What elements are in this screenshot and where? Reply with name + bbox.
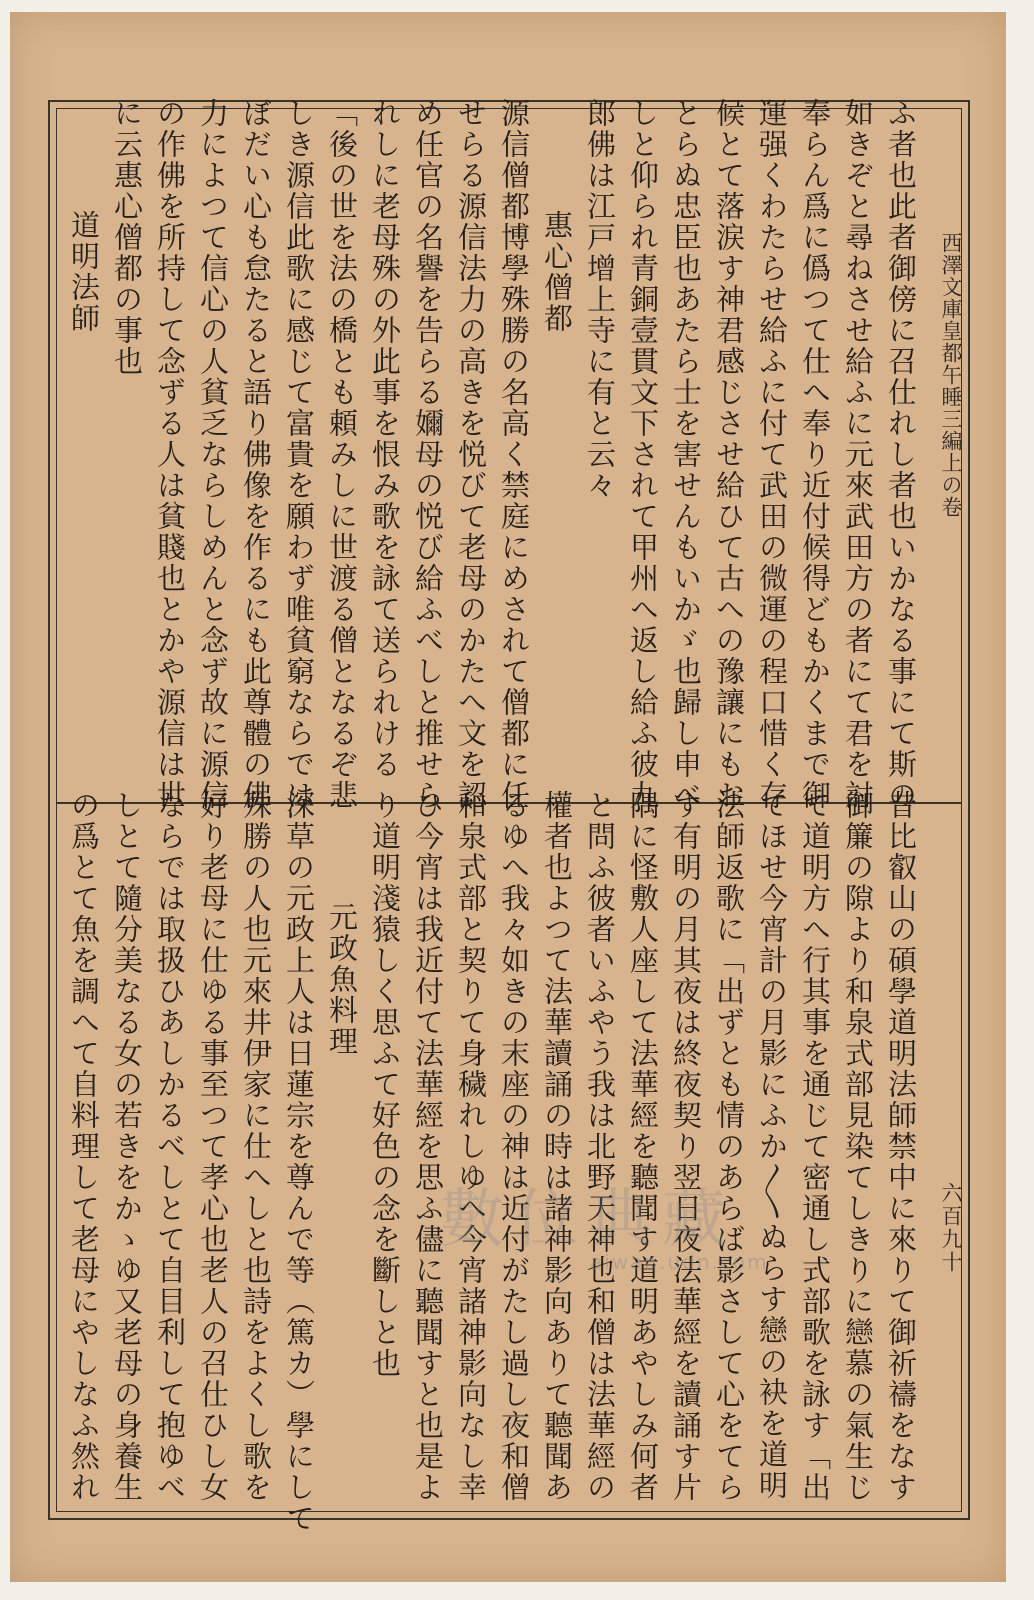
text-column: 運强くわたらせ給ふに付て武田の微運の程口惜く存 (755, 98, 789, 811)
text-column: 隅に怪敷人座して法華經を聽聞す道明あやしみ何者 (626, 790, 660, 1503)
text-column: と問ふ彼者いふやう我は北野天神也和僧は法華經の (583, 790, 617, 1503)
text-column: り道明淺猿しく思ふて好色の念を斷しと也 (368, 790, 402, 1379)
text-column: しき源信此歌に感じて富貴を願わず唯貧窮ならでは (282, 98, 316, 811)
text-column: るゆへ我々如きの末座の神は近付がたし過し夜和僧 (497, 790, 531, 1503)
text-column: しと仰られ青銅壹貫文下されて甲州へ返し給ふ彼九 (626, 98, 660, 811)
text-column: 奉らん爲に僞つて仕へ奉り近付候得どもかくまで御 (798, 98, 832, 811)
watermark-url: aiwan.udn.com (590, 1250, 769, 1274)
section-title-gensei: 元政魚料理 (325, 902, 359, 1057)
text-column: 昔比叡山の碩學道明法師禁中に來りて御祈禱をなす (884, 790, 918, 1503)
text-column: とらぬ忠臣也あたら士を害せんもいかゞ也歸し申べ (669, 98, 703, 811)
section-title-domyo: 道明法師 (67, 210, 101, 334)
text-column: に云惠心僧都の事也 (110, 98, 144, 377)
text-column: の爲とて魚を調へて自料理して老母にやしなふ然れ (67, 790, 101, 1503)
text-column: ぼだい心も怠たると語り佛像を作るにも此尊體の佛 (239, 98, 273, 811)
watermark-text: 數位典藏 (440, 1183, 736, 1257)
text-column: 好り老母に仕ゆる事至つて孝心也老人の召仕ひし女 (196, 790, 230, 1503)
text-column: の作佛を所持して念ずる人は貧賤也とかや源信は世 (153, 98, 187, 811)
text-column: ふ者也此者御傍に召仕れし者也いかなる事にて斯の (884, 98, 918, 811)
text-column: 力によつて信心の人貧乏ならしめんと念ず故に源信 (196, 98, 230, 811)
running-title: 西澤文庫皇都午睡三編上の卷 (939, 232, 963, 518)
text-column: 深草の元政上人は日蓮宗を尊んで等（篤カ）學にして (282, 790, 316, 1534)
text-column: 「後の世を法の橋とも頼みしに世渡る僧となるぞ悲 (325, 98, 359, 811)
text-column: 殊勝の人也元來井伊家に仕へしと也詩をよくし歌を (239, 790, 273, 1503)
text-column: てほせ今宵計の月影にふか〳〵ぬらす戀の袂を道明 (755, 790, 789, 1501)
text-column: れしに老母殊の外此事を恨み歌を詠て送られける (368, 98, 402, 780)
section-title-eshin: 惠心僧都 (540, 210, 574, 334)
text-column: しとて隨分美なる女の若きをかゝゆ又老母の身養生 (110, 790, 144, 1503)
text-column: 如きぞと尋ねさせ給ふに元來武田方の者にて君を討 (841, 98, 875, 811)
upper-text-block (66, 98, 922, 811)
text-column: 候とて落涙す神君感じさせ給ひて古への豫讓にもお (712, 98, 746, 811)
lower-text-block (66, 790, 922, 1534)
text-column: 郎佛は江戸增上寺に有と云々 (583, 98, 617, 501)
text-column: 法師返歌に「出ずとも情のあらば影さして心をてら (712, 790, 746, 1503)
page-number: 六百九十 (939, 1182, 963, 1274)
text-column: 源信僧都博學殊勝の名高く禁庭にめされて僧都に任 (497, 98, 531, 811)
text-column: ひ今宵は我近付て法華經を思ふ儘に聽聞すと也是よ (411, 790, 445, 1503)
text-column: 權者也よつて法華讀誦の時は諸神影向ありて聽聞あ (540, 790, 574, 1503)
text-column: す有明の月其夜は終夜契り翌日夜法華經を讀誦す片 (669, 790, 703, 1503)
text-column: め任官の名譽を告らる嬭母の悦び給ふべしと推せら (411, 98, 445, 811)
text-column: せらる源信法力の高きを悦びて老母のかたへ文を認 (454, 98, 488, 811)
text-column: 和泉式部と契りて身穢れしゆへ今宵諸神影向なし幸 (454, 790, 488, 1503)
text-column: ならでは取扱ひあしかるべしとて自目利して抱ゆべ (153, 790, 187, 1503)
text-column: 御簾の隙より和泉式部見染てしきりに戀慕の氣生じ (841, 790, 875, 1503)
text-column: て道明方へ行其事を通じて密通し式部歌を詠す「出 (798, 790, 832, 1503)
